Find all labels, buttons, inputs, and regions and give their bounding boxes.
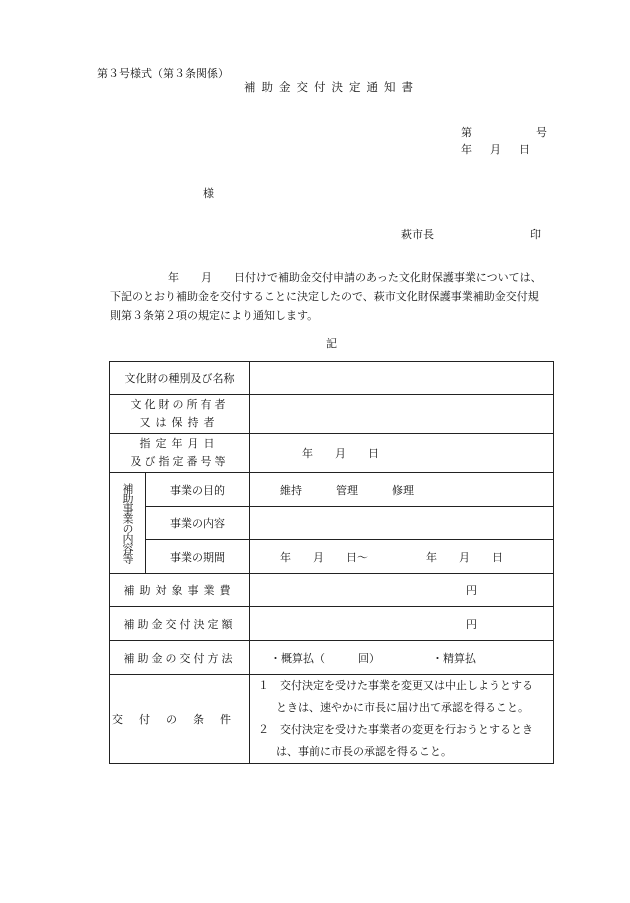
number-suffix: 号 <box>536 126 547 139</box>
table-row <box>110 675 554 764</box>
table-row <box>110 473 554 507</box>
body-line-2: 下記のとおり補助金を交付することに決定したので、萩市文化財保護事業補助金交付規 <box>110 290 539 303</box>
document-title: 補助金交付決定通知書 <box>244 80 419 94</box>
issuer: 萩市長 <box>401 228 434 241</box>
purpose-value <box>250 473 554 507</box>
condition-line-3: ２ 交付決定を受けた事業者の変更を行おうとするとき <box>258 723 533 736</box>
content-value <box>250 507 554 540</box>
table-row <box>110 434 554 473</box>
designation-label <box>110 434 250 473</box>
period-end: 年 月 日 <box>426 550 503 564</box>
method-label: 補助金の交付方法 <box>110 641 250 675</box>
table-row <box>110 607 554 641</box>
method-option-settlement: ・精算払 <box>432 651 476 665</box>
table-row <box>110 641 554 675</box>
date-month: 月 <box>490 143 501 156</box>
table-row <box>110 574 554 607</box>
owner-label <box>110 395 250 434</box>
date-year: 年 <box>461 143 472 156</box>
owner-label-line-1: 文化財の所有者 <box>130 398 229 411</box>
seal-mark: 印 <box>530 228 541 241</box>
project-group-label-text: 補助事業の内容等 <box>121 483 134 563</box>
table-row <box>110 507 554 540</box>
notice-body <box>110 268 558 325</box>
purpose-option-maintain: 維持 <box>280 483 302 497</box>
method-option-estimated: ・概算払（ 回） <box>270 651 380 665</box>
culture-type-value <box>250 362 554 395</box>
designation-label-line-1: 指定年月日 <box>139 437 220 450</box>
culture-type-label: 文化財の種別及び名称 <box>110 362 250 395</box>
purpose-label: 事業の目的 <box>146 473 250 507</box>
body-line-3: 則第３条第２項の規定により通知します。 <box>110 309 319 322</box>
project-group-label <box>110 473 146 574</box>
ki-heading: 記 <box>326 337 337 350</box>
purpose-option-manage: 管理 <box>336 483 358 497</box>
condition-line-2: ときは、速やかに市長に届け出て承認を得ること。 <box>276 701 529 714</box>
period-start: 年 月 日～ <box>280 550 368 564</box>
date-day: 日 <box>519 143 530 156</box>
cost-value: 円 <box>250 574 554 607</box>
conditions-label: 交付の条件 <box>110 675 250 764</box>
owner-value <box>250 395 554 434</box>
purpose-option-repair: 修理 <box>392 483 414 497</box>
form-number: 第３号様式（第３条関係） <box>97 67 229 80</box>
owner-label-line-2: 又は保持者 <box>139 416 220 429</box>
cost-label: 補助対象事業費 <box>110 574 250 607</box>
document-number-line <box>461 124 547 140</box>
method-value <box>250 641 554 675</box>
number-prefix: 第 <box>461 126 472 139</box>
addressee: 様 <box>203 187 214 200</box>
table-row <box>110 540 554 574</box>
document-date-line <box>461 141 530 157</box>
period-value <box>250 540 554 574</box>
condition-line-4: は、事前に市長の承認を得ること。 <box>276 745 452 758</box>
content-label: 事業の内容 <box>146 507 250 540</box>
period-label: 事業の期間 <box>146 540 250 574</box>
designation-value: 年 月 日 <box>250 434 554 473</box>
grant-details-table <box>109 361 554 764</box>
table-row <box>110 395 554 434</box>
condition-line-1: １ 交付決定を受けた事業を変更又は中止しようとする <box>258 679 533 692</box>
grant-value: 円 <box>250 607 554 641</box>
designation-label-line-2: 及び指定番号等 <box>130 455 229 468</box>
grant-label: 補助金交付決定額 <box>110 607 250 641</box>
table-row <box>110 362 554 395</box>
body-line-1: 年 月 日付けで補助金交付申請のあった文化財保護事業については、 <box>168 271 542 284</box>
conditions-value <box>250 675 554 764</box>
